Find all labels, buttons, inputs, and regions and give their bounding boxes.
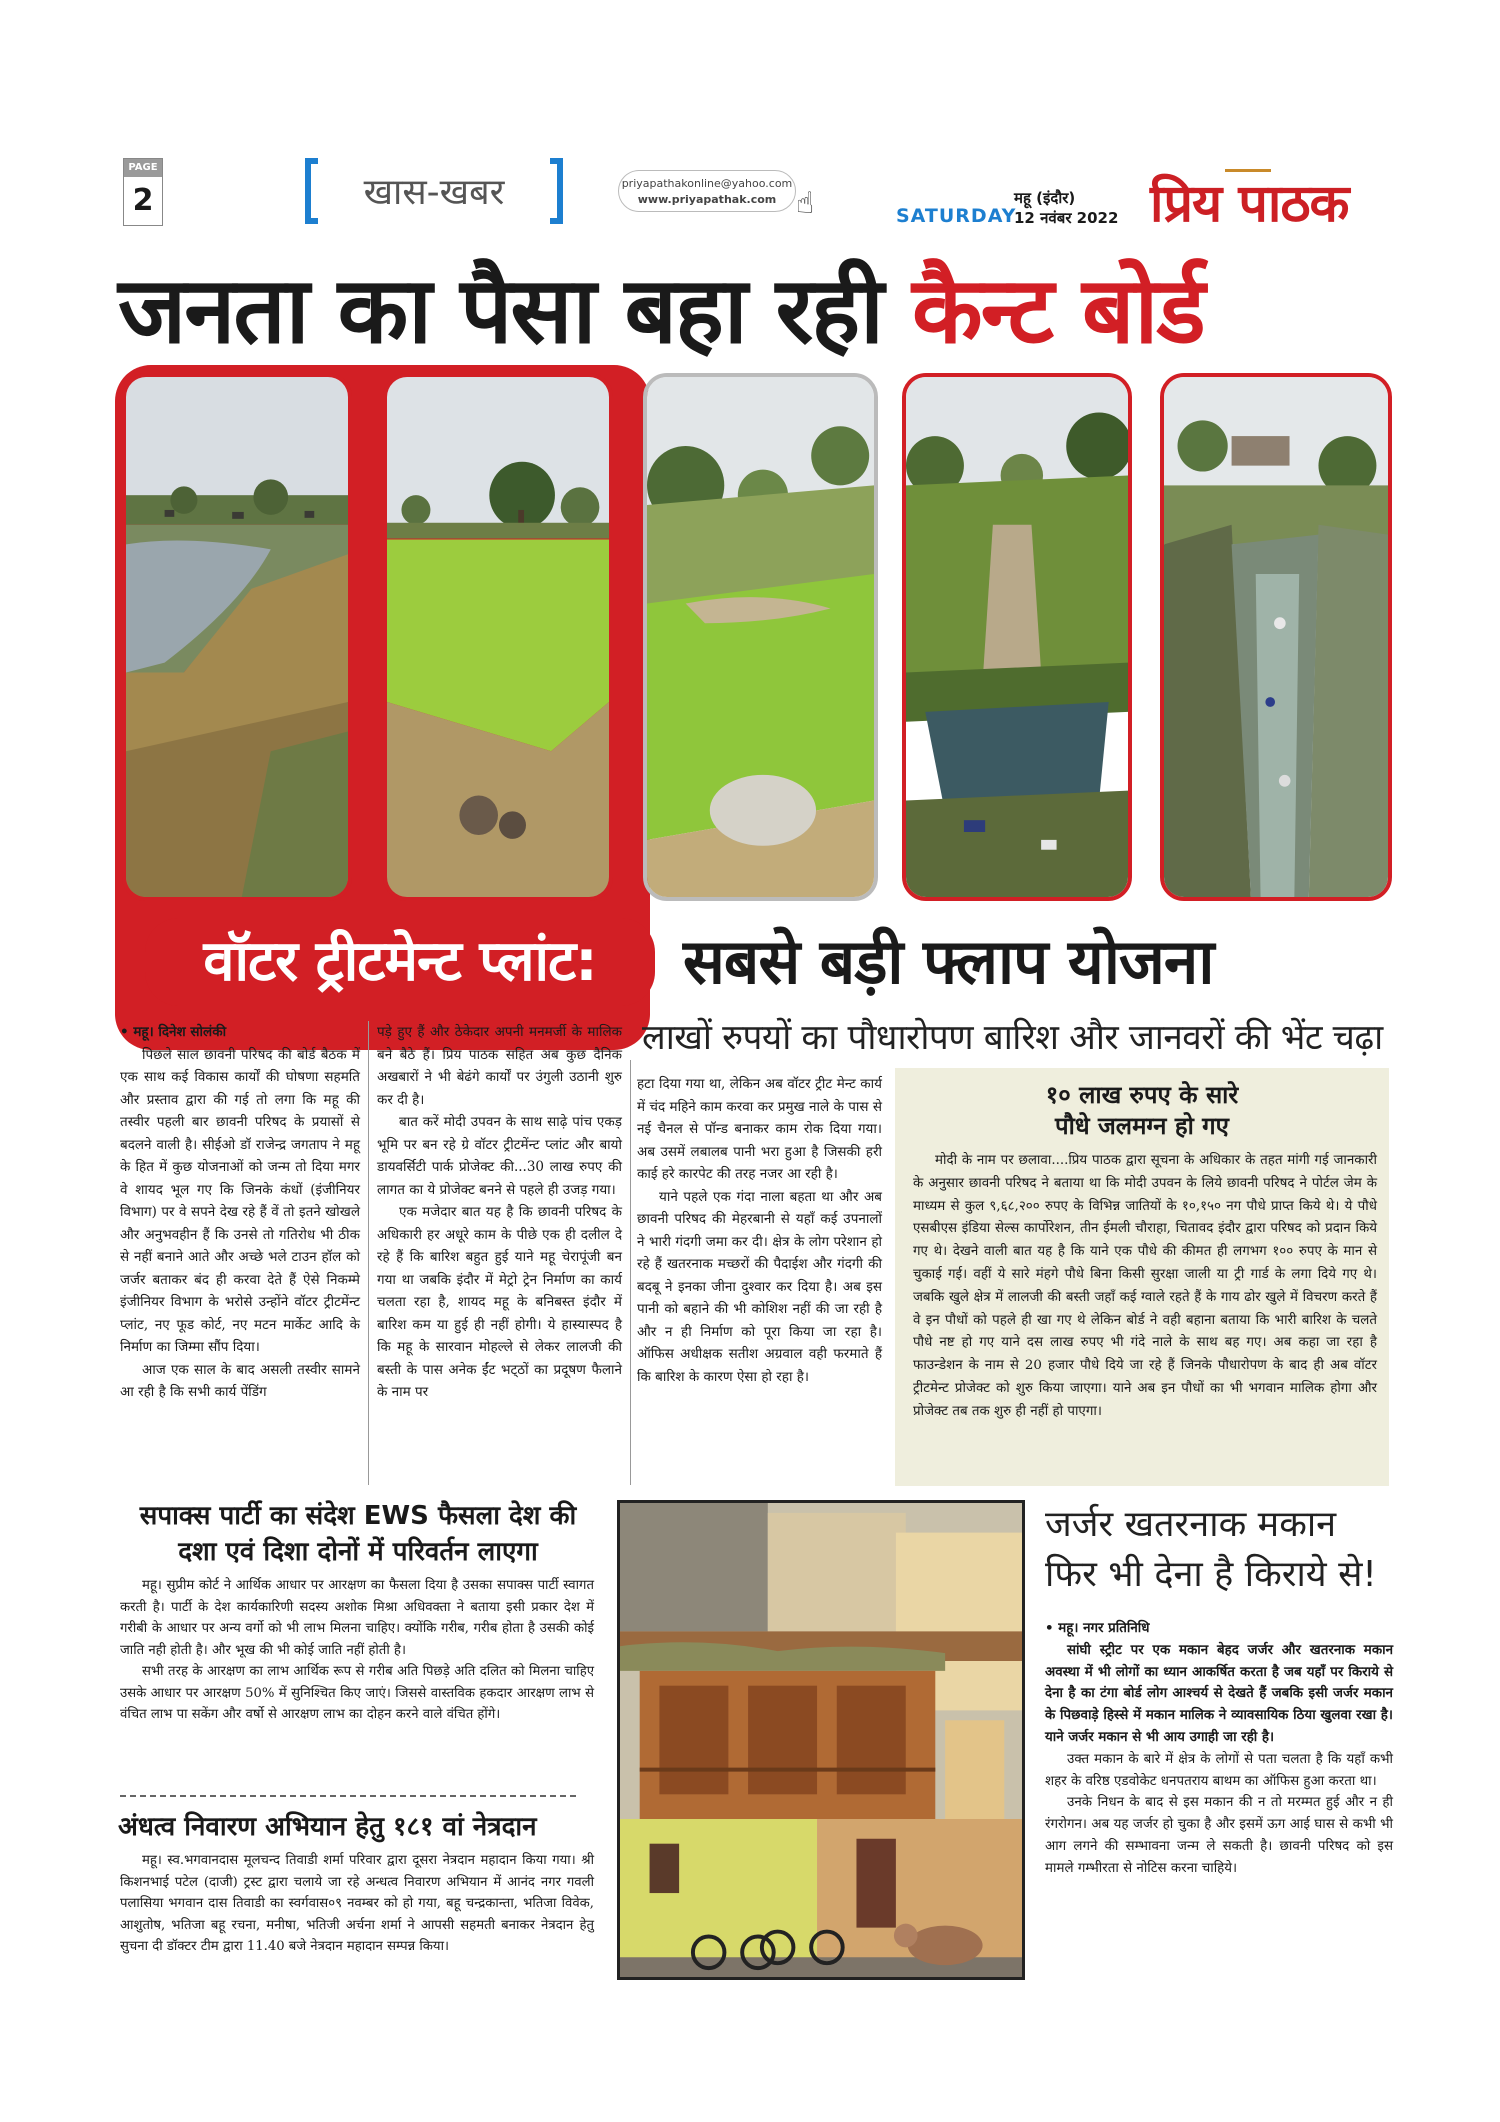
headline-part1: जनता का पैसा बहा रही (118, 257, 882, 364)
box-headline-line1: १० लाख रुपए के सारे (1045, 1081, 1239, 1109)
left-bracket-icon (305, 158, 318, 224)
box-body (895, 1142, 1389, 1424)
main-col2-para: बात करें मोदी उपवन के साथ साढ़े पांच एकड़ भूमि पर बन रहे ग्रे वॉटर ट्रीटमेंन्ट प्लांट और बायो डायवर्सिटी पार्क प्रोजेक्ट की...30 लाख रुपए की लागत का ये प्रोजेक्ट बनने से पहले ही उजड़ गया। (377, 1114, 622, 1198)
house-para: उक्त मकान के बारे में क्षेत्र के लोगों से पता चलता है कि यहाँ कभी शहर के वरिष्ठ एडवोकेट धनपतराय बाथम का ऑफिस हुआ करता था। (1045, 1751, 1393, 1789)
section-tag (305, 158, 563, 224)
main-story-col3 (637, 1073, 882, 1388)
issue-date: 12 नवंबर 2022 (1014, 209, 1119, 227)
house-byline: • महू। नगर प्रतिनिधि (1045, 1620, 1150, 1636)
contact-email[interactable]: priyapathakonline@yahoo.com (621, 177, 793, 190)
column-rule (368, 1021, 369, 1485)
headline-part2: कैन्ट बोर्ड (912, 257, 1204, 364)
ews-para: महू। सुप्रीम कोर्ट ने आर्थिक आधार पर आरक्षण का फैसला दिया है उसका सपाक्स पार्टी स्वागत करती है। पार्टी के देश कार्यकारिणी सदस्य अशोक मिश्रा अधिवक्ता ने बताया इसी प्रकार देश में गरीबी के आधार पर अन्य वर्गो को भी लाभ मिलना चाहिए। क्योंकि गरीब, गरीब होता है उसकी कोई जाति नही होती है। और भूख की भी कोई जाति नहीं होती है। (120, 1578, 594, 1658)
ews-headline: सपाक्स पार्टी का संदेश EWS फैसला देश की दशा एवं दिशा दोनों में परिवर्तन लाएगा (139, 1501, 577, 1567)
photo-drain-2 (1160, 373, 1392, 901)
netradan-headline: अंधत्व निवारण अभियान हेतु १८१ वां नेत्रदान (118, 1812, 537, 1842)
ews-body (120, 1575, 594, 1726)
netradan-body (120, 1850, 594, 1958)
photo-drain-1 (902, 373, 1132, 901)
ews-para: सभी तरह के आरक्षण का लाभ आर्थिक रूप से गरीब अति पिछड़े अति दलित को मिलना चाहिए उसके आधार पर आरक्षण 50% में सुनिश्चित किए जाएं। जिससे वास्तविक हकदार आरक्षण लाभ से वंचित लाभ पा सकेंग और वर्षो से आरक्षण लाभ का दोहन करने वाले वंचित होंगे। (120, 1664, 594, 1722)
main-col3-para: हटा दिया गया था, लेकिन अब वॉटर ट्रीट मेन्ट कार्य में चंद महिने काम करवा कर प्रमुख नाले के पास से नई चैनल से पॉन्ड बनाकर काम रोक दिया गया। अब उसमें लबालब पानी भरा हुआ है जिसकी हरी काई हरे कारपेट की तरह नजर आ रही है। (637, 1076, 882, 1182)
newspaper-logo: प्रिय पाठक (1150, 174, 1349, 234)
house-headline (1045, 1500, 1395, 1600)
banner-label (145, 918, 655, 1006)
dateline-city: महू (इंदौर) (1014, 189, 1076, 207)
house-body (1045, 1618, 1393, 1880)
dashed-divider (120, 1795, 576, 1797)
house-lead: सांघी स्ट्रीट पर एक मकान बेहद जर्जर और खतरनाक मकान अवस्था में भी लोगों का ध्यान आकर्षित करता है जब यहाँ पर किराये से देना है का टंगा बोर्ड लोग आश्चर्य से देखते हैं जबकि इसी जर्जर मकान के पिछवाड़े हिस्से में मकान मालिक ने व्यावसायिक ठिया खुलवा रखा है। याने जर्जर मकान से भी आय उगाही जा रही है। (1045, 1641, 1393, 1745)
main-story-col1 (120, 1021, 360, 1404)
netradan-para: महू। स्व.भगवानदास मूलचन्द तिवाडी शर्मा परिवार द्वारा दूसरा नेत्रदान महादान किया गया। श्री किशनभाई पटेल (दाजी) ट्रस्ट द्वारा चलाये जा रहे अन्धत्व निवारण अभियान में आनंद नगर गवली पलासिया भगवान दास तिवाडी का स्वर्गवास०९ नवम्बर को हो गया, बहू चन्द्रकान्ता, भतिजा विवेक, आशुतोष, भतिजा बहू रचना, मनीषा, भतिजी अर्चना शर्मा ने आपसी सहमती बनाकर नेत्रदान हेतु सुचना दी डॉक्टर टीम द्वारा 11.40 बजे नेत्रदान महादान सम्पन्न किया। (120, 1853, 594, 1954)
right-bracket-icon (550, 158, 563, 224)
pointer-hand-icon: ☝ (796, 186, 815, 221)
box-headline-line2: पौधे जलमग्न हो गए (1055, 1112, 1229, 1140)
main-headline (118, 256, 1398, 366)
page-number-box (123, 158, 163, 226)
house-photo (617, 1500, 1025, 1980)
main-col2-para: पड़े हुए हैं और ठेकेदार अपनी मनमर्जी के मालिक बने बैठे हैं। प्रिय पाठक सहित अब कुछ दैनिक अखबारों ने भी बेढंगे कार्यों पर उंगुली उठानी शुरु कर दी है। (377, 1024, 622, 1108)
banner-label-text: वॉटर ट्रीटमेन्ट प्लांट: (203, 929, 597, 994)
weekday: SATURDAY (896, 205, 1017, 227)
photo-pond-3 (643, 373, 878, 901)
section-title: खास-खबर (363, 172, 505, 213)
main-col2-para: एक मजेदार बात यह है कि छावनी परिषद के अधिकारी हर अधूरे काम के पीछे एक ही दलील दे रहे हैं कि बारिश बहुत हुई याने महू चेरापूंजी बन गया था जबकि इंदौर में मेट्रो ट्रेन निर्माण का कार्य चलता रहा है, शायद महू के बनिबस्त इंदौर में बारिश कम या हुई ही नहीं होगी। ये हास्यास्पद है कि महू के सारवान मोहल्ले से लेकर लालजी की बस्ती के पास अनेक ईंट भट्‌ठों का प्रदूषण फैलाने के नाम पर (377, 1204, 622, 1400)
page-label: PAGE (124, 159, 162, 177)
plantation-box (895, 1068, 1389, 1486)
photo-pond-2 (383, 373, 613, 901)
column-rule (630, 1060, 631, 1485)
house-para: उनके निधन के बाद से इस मकान की न तो मरम्मत हुई और न ही रंगरोगन। अब यह जर्जर हो चुका है और इसमें ऊग आई घास से कभी भी आग लगने की सम्भावना जन्म ले सकती है। छावनी परिषद को इस मामले गम्भीरता से नोटिस करना चाहिये। (1045, 1795, 1393, 1876)
contact-website[interactable]: www.priyapathak.com (637, 193, 777, 206)
photo-pond-1 (122, 373, 352, 901)
box-para: मोदी के नाम पर छलावा....प्रिय पाठक द्वारा सूचना के अधिकार के तहत मांगी गई जानकारी के अनुसार छावनी परिषद ने बताया था कि मोदी उपवन के लिये छावनी परिषद ने पोर्टल जेम के माध्यम से कुल ९,६८,२०० रुपए के विभिन्न जातियों के १०,१५० नग पौधे प्राप्त किये थे। ये पौधे एसबीएस इंडिया सेल्स कार्पोरेशन, तीन ईमली चौराहा, चितावद इंदौर द्वारा परिषद को प्रदान किये गए थे। देखने वाली बात यह है कि याने एक पौधे की कीमत ही लगभग १०० रुपए के मान से चुकाई गई। वहीं ये सारे मंहगे पौधे बिना किसी सुरक्षा जाली या ट्री गार्ड के लगा दिये गए थे। जबकि खुले क्षेत्र में लालजी की बस्ती जहाँ कई ग्वाले रहते हैं के गाय ढोर खुले में विचरण करते हैं वे इन पौधों को पहले ही खा गए थे लेकिन बोर्ड ने वही बहाना बताया कि भारी बारिश के चलते पौधे नष्ट हो गए याने दस लाख रुपए भी गंदे नाले के साथ बह गए। अब कहा जा रहा है फाउन्डेशन के नाम से 20 हजार पौधे दिये जा रहे हैं जिनके पौधारोपण के बाद ही अब वॉटर ट्रीटमेन्ट प्रोजेक्ट को शुरु किया जाएगा। याने अब इन पौधों का भी भगवान मालिक होगा और प्रोजेक्ट तब तक शुरु ही नहीं हो पाएगा। (913, 1153, 1377, 1419)
main-col1-para: आज एक साल के बाद असली तस्वीर सामने आ रही है कि सभी कार्य पेंडिंग (120, 1361, 360, 1400)
main-col3-para: याने पहले एक गंदा नाला बहता था और अब छावनी परिषद की मेहरबानी से यहाँ कई उपनालों ने भारी गंदगी जमा कर दी। क्षेत्र के लोग परेशान हो रहे हैं खतरनाक मच्छरों की पैदाईश और गंदगी की बदबू ने इनका जीना दुश्वार कर दिया है। अब इस पानी को बहाने की भी कोशिश नहीं की जा रही है और न ही निर्माण को पूरा किया जा रहा है। ऑफिस अधीक्षक सतीश अग्रवाल वही फरमाते हैं कि बारिश के कारण ऐसा हो रहा है। (637, 1188, 882, 1385)
box-headline (895, 1068, 1389, 1142)
contact-pill (618, 170, 796, 212)
main-byline: • महू। दिनेश सोलंकी (120, 1024, 227, 1040)
house-headline-line1: जर्जर खतरनाक मकान (1045, 1504, 1337, 1545)
main-col1-para: पिछले साल छावनी परिषद की बोर्ड बैठक में एक साथ कई विकास कार्यों की घोषणा सहमति और प्रस्ताव द्वारा की गई तो लगा कि महू की तस्वीर पहली बार छावनी परिषद के प्रयासों से बदलने वाली है। सीईओ डॉ राजेन्द्र जगताप ने महू के हित में कुछ योजनाओं को जन्म तो दिया मगर वे शायद भूल गए कि जिनके कंधों (इंजीनियर विभाग) पर वे सपने देख रहे हैं वें तो इतने खोखले और अनुभवहीन हैं कि उनसे तो गतिरोध भी ठीक से नहीं बनाने आते और अच्छे भले टाउन हॉल को जर्जर बताकर बंद ही करवा देते हैं ऐसे निकम्मे इंजीनियर विभाग के भरोसे उन्होंने वॉटर ट्रीटमेंन्ट प्लांट, नए फूड कोर्ट, नए मटन मार्केट आदि के निर्माण का जिम्मा सौंप दिया। (120, 1046, 360, 1355)
house-headline-line2: फिर भी देना है किराये से! (1045, 1554, 1377, 1595)
page-number: 2 (132, 183, 154, 218)
main-story-col2 (377, 1021, 622, 1404)
sub-headline: लाखों रुपयों का पौधारोपण बारिश और जानवरों की भेंट चढ़ा (642, 1018, 1383, 1058)
banner-headline: सबसे बड़ी फ्लाप योजना (683, 925, 1214, 998)
